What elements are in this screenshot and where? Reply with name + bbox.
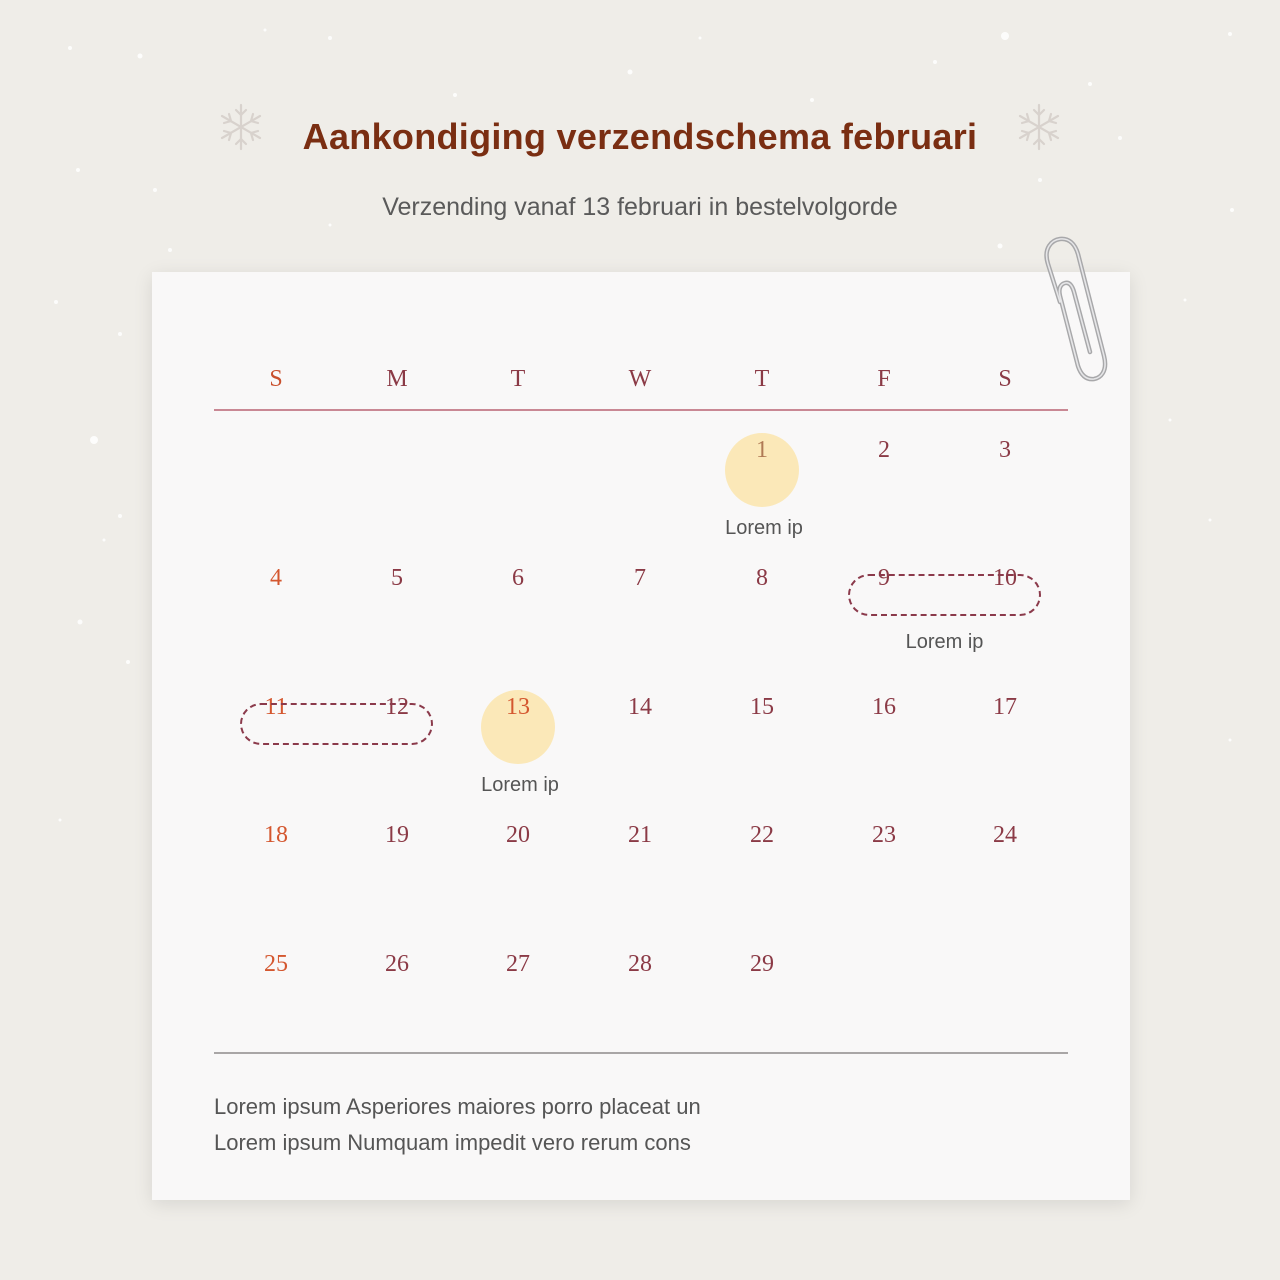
calendar-day: 7	[634, 565, 646, 591]
weekday-label: T	[754, 366, 770, 392]
calendar-day: 22	[750, 822, 774, 848]
calendar-day: 1	[756, 437, 768, 463]
page-title: Aankondiging verzendschema februari	[302, 116, 978, 157]
calendar-day: 17	[993, 694, 1017, 720]
calendar-day: 2	[878, 437, 890, 463]
footer-note: Lorem ipsum Numquam impedit vero rerum cons	[214, 1130, 691, 1155]
weekday-label: S	[998, 366, 1012, 392]
calendar-day: 13	[506, 694, 530, 720]
calendar-day: 20	[506, 822, 530, 848]
event-label: Lorem ip	[905, 631, 984, 653]
calendar-day: 9	[878, 565, 890, 591]
event-label: Lorem ip	[725, 517, 803, 539]
calendar-day: 14	[628, 694, 652, 720]
calendar-day: 26	[385, 951, 409, 977]
header-divider	[214, 409, 1068, 411]
calendar-day: 5	[391, 565, 403, 591]
calendar-day: 18	[264, 822, 288, 848]
paperclip-icon	[1038, 236, 1118, 386]
calendar-day: 16	[872, 694, 896, 720]
calendar-day: 24	[993, 822, 1017, 848]
calendar-day: 19	[385, 822, 409, 848]
calendar-day: 4	[270, 565, 282, 591]
calendar-day: 10	[993, 565, 1017, 591]
calendar-day: 12	[385, 694, 409, 720]
event-label: Lorem ip	[481, 774, 559, 796]
weekday-label: F	[877, 366, 891, 392]
calendar-day: 21	[628, 822, 652, 848]
footer-note: Lorem ipsum Asperiores maiores porro placeat un	[214, 1094, 701, 1119]
date-range-marker	[240, 703, 433, 745]
calendar-day: 23	[872, 822, 896, 848]
weekday-label: S	[269, 366, 283, 392]
calendar-day: 3	[999, 437, 1011, 463]
calendar-day: 6	[512, 565, 524, 591]
weekday-label: M	[386, 366, 408, 392]
calendar-day: 29	[750, 951, 774, 977]
footer-divider	[214, 1052, 1068, 1054]
page-subtitle: Verzending vanaf 13 februari in bestelvolgorde	[382, 193, 898, 221]
calendar-day: 27	[506, 951, 530, 977]
calendar-day: 8	[756, 565, 768, 591]
calendar-day: 11	[264, 694, 288, 720]
calendar-day: 25	[264, 951, 288, 977]
weekday-label: T	[510, 366, 526, 392]
weekday-label: W	[628, 366, 652, 392]
date-range-marker	[848, 574, 1041, 616]
calendar-day: 28	[628, 951, 652, 977]
calendar-day: 15	[750, 694, 774, 720]
